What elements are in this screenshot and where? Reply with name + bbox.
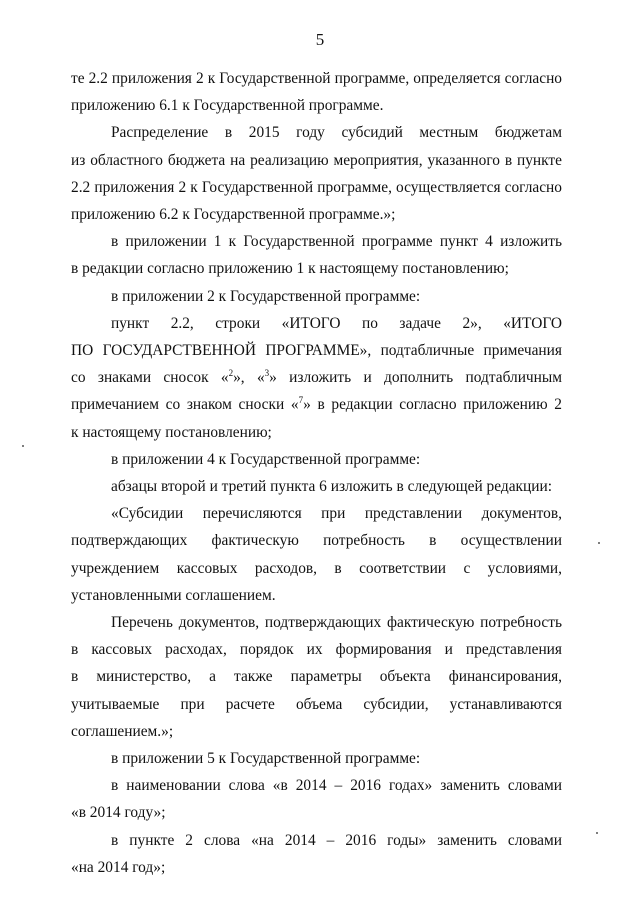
text-line: из областного бюджета на реализацию мероприятия, указанного в пункте	[71, 151, 562, 169]
text-line: соглашением.»;	[71, 722, 174, 740]
text-line: «на 2014 год»;	[71, 858, 166, 876]
text-line: учитываемые при расчете объема субсидии, устанавливаются	[71, 695, 562, 713]
paragraph-2	[71, 119, 562, 228]
text-line: в пункте 2 слова «на 2014 – 2016 годы» заменить словами	[111, 831, 562, 849]
text-line: «Субсидии перечисляются при представлении документов,	[111, 505, 562, 523]
text-line: пункт 2.2, строки «ИТОГО по задаче 2», «ИТОГО	[111, 314, 562, 332]
text-line: подтверждающих фактическую потребность в осуществлении	[71, 532, 562, 550]
paragraph-3	[71, 228, 562, 282]
text-line: в приложении 2 к Государственной программе:	[111, 287, 421, 305]
paragraph-5	[71, 310, 562, 446]
footnote-mark: 7	[298, 395, 304, 406]
paragraph-11	[71, 772, 562, 826]
text-line: приложению 6.1 к Государственной программе.	[71, 97, 384, 115]
text-line: ПО ГОСУДАРСТВЕННОЙ ПРОГРАММЕ», подтабличные примечания	[71, 342, 562, 360]
text-line: те 2.2 приложения 2 к Государственной программе, определяется согласно	[71, 70, 562, 87]
paragraph-10	[71, 745, 562, 772]
text-line: 2.2 приложения 2 к Государственной программе, осуществляется согласно	[71, 178, 562, 196]
page-number: 5	[315, 30, 325, 49]
scan-speck	[598, 542, 600, 544]
text-line: в редакции согласно приложению 1 к настоящему постановлению;	[71, 260, 509, 278]
text-fragment: примечанием со знаком сноски «	[71, 396, 299, 414]
text-line: «в 2014 году»;	[71, 804, 166, 822]
text-line-with-footnotes	[71, 364, 562, 391]
text-line: Распределение в 2015 году субсидий местным бюджетам	[111, 124, 562, 142]
footnote-mark: 3	[264, 368, 270, 379]
text-line: установленными соглашением.	[71, 586, 276, 604]
text-line: в министерство, а также параметры объекта финансирования,	[71, 668, 562, 686]
scan-speck	[22, 445, 24, 447]
paragraph-8	[71, 500, 562, 609]
paragraph-9	[71, 609, 562, 745]
footnote-mark: 2	[228, 368, 234, 379]
text-line: абзацы второй и третий пункта 6 изложить в следующей редакции:	[111, 478, 552, 496]
paragraph-4	[71, 283, 562, 310]
paragraph-6	[71, 446, 562, 473]
text-line: в приложении 5 к Государственной программе:	[111, 750, 421, 768]
text-line: к настоящему постановлению;	[71, 423, 272, 441]
text-line: в приложении 1 к Государственной программе пункт 4 изложить	[111, 233, 562, 251]
text-fragment: », «	[233, 369, 265, 387]
paragraph-12	[71, 827, 562, 881]
scan-speck	[596, 832, 598, 834]
text-line: в приложении 4 к Государственной программе:	[111, 450, 421, 468]
paragraph-1	[71, 65, 562, 119]
text-fragment: со знаками сносок «	[71, 369, 229, 387]
text-line: приложению 6.2 к Государственной программе.»;	[71, 206, 396, 224]
text-line: Перечень документов, подтверждающих фактическую потребность	[111, 614, 562, 632]
paragraph-7	[71, 473, 562, 500]
text-line: учреждением кассовых расходов, в соответствии с условиями,	[71, 559, 562, 577]
document-body	[71, 65, 562, 881]
text-fragment: » в редакции согласно приложению 2	[303, 396, 563, 414]
text-line: в наименовании слова «в 2014 – 2016 годах» заменить словами	[111, 777, 562, 795]
text-line: в кассовых расходах, порядок их формирования и представления	[71, 641, 562, 659]
text-fragment: » изложить и дополнить подтабличным	[269, 369, 562, 387]
text-line-with-footnote	[71, 391, 562, 418]
